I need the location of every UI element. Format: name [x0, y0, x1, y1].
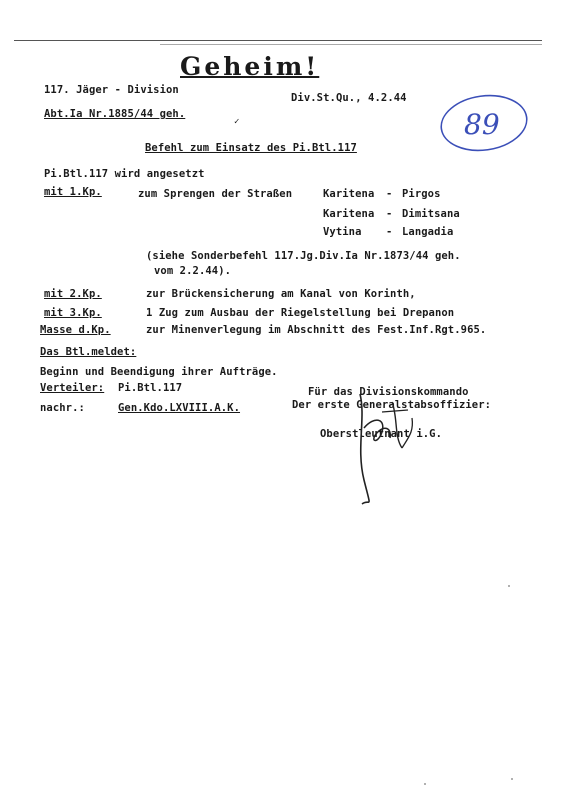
signature-line-2: Der erste Generalstabsoffizier: — [292, 399, 492, 411]
report-heading: Das Btl.meldet: — [40, 346, 137, 358]
route-2-sep: - — [386, 208, 393, 220]
pencil-tick: ✓ — [234, 117, 240, 127]
order-subject: Befehl zum Einsatz des Pi.Btl.117 — [145, 142, 357, 154]
scan-speck — [511, 778, 513, 780]
top-rule-secondary — [160, 44, 542, 45]
company-1-label: mit 1.Kp. — [44, 186, 102, 198]
company-3-task: 1 Zug zum Ausbau der Riegelstellung bei Drepanon — [146, 307, 455, 319]
route-3-from: Vytina — [323, 226, 362, 238]
company-1-task: zum Sprengen der Straßen — [138, 188, 293, 200]
top-rule — [14, 40, 542, 41]
scan-speck — [424, 783, 426, 785]
route-1-from: Karitena — [323, 188, 375, 200]
stamp-number: 89 — [464, 108, 500, 141]
signature-rank: Oberstleutnant i.G. — [320, 428, 443, 440]
report-text: Beginn und Beendigung ihrer Aufträge. — [40, 366, 278, 378]
route-3-to: Langadia — [402, 226, 454, 238]
route-2-to: Dimitsana — [402, 208, 460, 220]
nachr-label: nachr.: — [40, 402, 85, 414]
company-3-label: mit 3.Kp. — [44, 307, 102, 319]
route-2-from: Karitena — [323, 208, 375, 220]
location-date: Div.St.Qu., 4.2.44 — [291, 92, 407, 104]
document-title: Geheim! — [180, 52, 320, 81]
main-body-label: Masse d.Kp. — [40, 324, 111, 336]
reference-number: Abt.Ia Nr.1885/44 geh. — [44, 108, 186, 120]
main-body-task: zur Minenverlegung im Abschnitt des Fest.Inf.Rgt.965. — [146, 324, 487, 336]
route-1-sep: - — [386, 188, 393, 200]
intro-line: Pi.Btl.117 wird angesetzt — [44, 168, 205, 180]
route-1-to: Pirgos — [402, 188, 441, 200]
handwritten-stamp — [438, 92, 530, 158]
distribution-label: Verteiler: — [40, 382, 105, 394]
special-order-note: (siehe Sonderbefehl 117.Jg.Div.Ia Nr.1873/44 geh. — [146, 250, 461, 262]
company-2-label: mit 2.Kp. — [44, 288, 102, 300]
route-3-sep: - — [386, 226, 393, 238]
scan-speck — [508, 585, 510, 587]
distribution-value: Pi.Btl.117 — [118, 382, 183, 394]
company-2-task: zur Brückensicherung am Kanal von Korinth, — [146, 288, 416, 300]
signature-line-1: Für das Divisionskommando — [308, 386, 469, 398]
nachr-value: Gen.Kdo.LXVIII.A.K. — [118, 402, 241, 414]
special-order-date: vom 2.2.44). — [154, 265, 232, 277]
handwritten-signature — [352, 388, 422, 512]
division-name: 117. Jäger - Division — [44, 84, 179, 96]
